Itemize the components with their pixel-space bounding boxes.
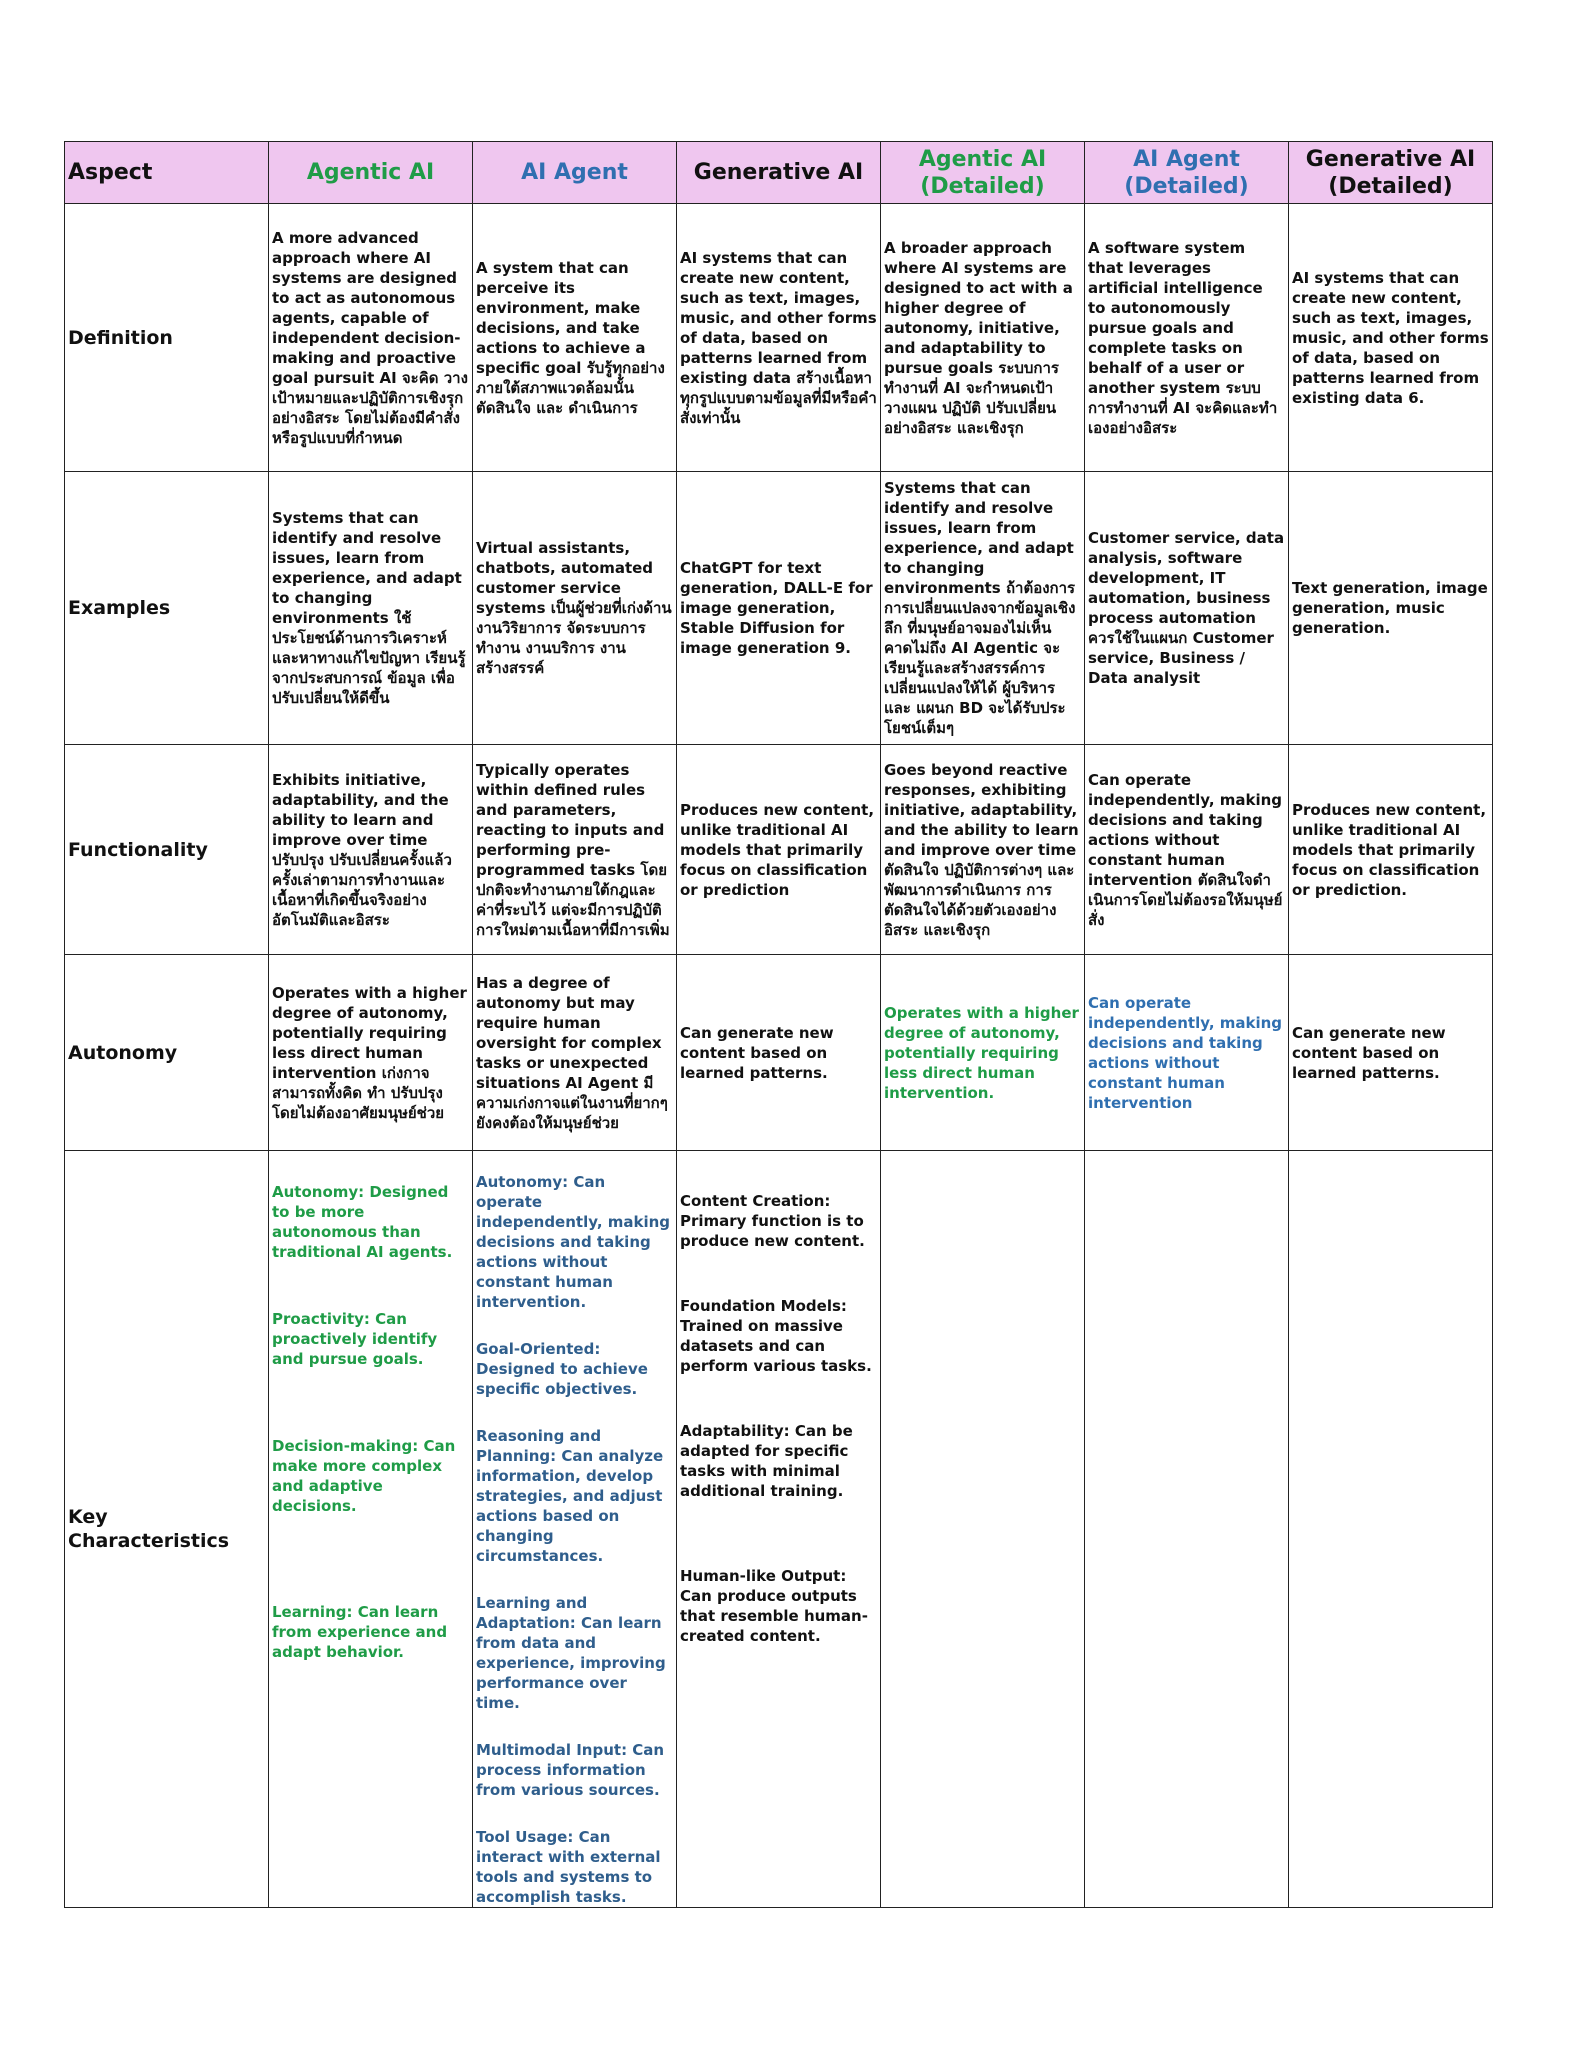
list-item: Reasoning and Planning: Can analyze information, develop strategies, and adjust actions based on changing circumstances. [476,1427,664,1565]
list-item: Learning and Adaptation: Can learn from data and experience, improving performance over time. [476,1594,666,1712]
autonomy-generative-ai: Can generate new content based on learned patterns. [677,955,881,1151]
header-generative-ai-detailed: Generative AI (Detailed) [1289,142,1493,204]
examples-ai-agent: Virtual assistants, chatbots, automated customer service systems เป็นผู้ช่วยที่เก่งด้านงานวิริยาการ จัดระบบการทำงาน งานบริการ งานสร้างสรรค์ [473,472,677,745]
list-item: Autonomy: Designed to be more autonomous than traditional AI agents. [272,1183,453,1261]
header-generative-ai: Generative AI [677,142,881,204]
definition-generative-ai-detailed: AI systems that can create new content, such as text, images, music, and other forms of data, based on patterns learned from existing data 6. [1289,204,1493,472]
examples-ai-agent-detailed: Customer service, data analysis, software development, IT automation, business process automation ควรใช้ในแผนก Customer service, Business / Data analysit [1085,472,1289,745]
list-item: Tool Usage: Can interact with external tools and systems to accomplish tasks. [476,1828,661,1906]
header-agentic-ai-detailed: Agentic AI (Detailed) [881,142,1085,204]
functionality-generative-ai: Produces new content, unlike traditional AI models that primarily focus on classification or prediction [677,745,881,955]
autonomy-generative-ai-detailed: Can generate new content based on learned patterns. [1289,955,1493,1151]
header-agentic-ai: Agentic AI [269,142,473,204]
table-row-examples [65,472,1493,745]
list-item: Foundation Models: Trained on massive datasets and can perform various tasks. [680,1297,872,1375]
header-ai-agent: AI Agent [473,142,677,204]
list-item: Multimodal Input: Can process information from various sources. [476,1741,665,1799]
table-row-functionality [65,745,1493,955]
row-label-definition: Definition [65,204,269,472]
list-item: Autonomy: Can operate independently, making decisions and taking actions without constant human intervention. [476,1173,671,1311]
list-item: Proactivity: Can proactively identify and pursue goals. [272,1310,438,1368]
row-label-key-characteristics: Key Characteristics [65,1151,269,1908]
key-characteristics-agentic-ai-detailed [881,1151,1085,1908]
definition-ai-agent-detailed: A software system that leverages artificial intelligence to autonomously pursue goals and complete tasks on behalf of a user or another system ระบบการทำงานที่ AI จะคิดและทำเองอย่างอิสระ [1085,204,1289,472]
definition-agentic-ai: A more advanced approach where AI systems are designed to act as autonomous agents, capable of independent decision-making and proactive goal pursuit AI จะคิด วางเป้าหมายและปฏิบัติการเชิงรุกอย่างอิสระ โดยไม่ต้องมีคำสั่งหรือรูปแบบที่กำหนด [269,204,473,472]
functionality-agentic-ai: Exhibits initiative, adaptability, and the ability to learn and improve over time ปรับปรุง ปรับเปลี่ยนครั้งแล้วครั้งเล่าตามการทำงานและเนื้อหาที่เกิดขึ้นจริงอย่างอัตโนมัติและอิสระ [269,745,473,955]
row-label-functionality: Functionality [65,745,269,955]
functionality-ai-agent-detailed: Can operate independently, making decisions and taking actions without constant human intervention ตัดสินใจดำเนินการโดยไม่ต้องรอให้มนุษย์สั่ง [1085,745,1289,955]
key-characteristics-agentic-ai [269,1151,473,1908]
header-aspect: Aspect [65,142,269,204]
header-row [65,142,1493,204]
list-item: Decision-making: Can make more complex and adaptive decisions. [272,1437,456,1515]
definition-ai-agent: A system that can perceive its environment, make decisions, and take actions to achieve a specific goal รับรู้ทุกอย่างภายใต้สภาพแวดล้อมนั้น ตัดสินใจ และ ดำเนินการ [473,204,677,472]
key-characteristics-generative-ai-detailed [1289,1151,1493,1908]
list-item: Human-like Output: Can produce outputs that resemble human-created content. [680,1567,868,1645]
autonomy-agentic-ai-detailed: Operates with a higher degree of autonomy, potentially requiring less direct human intervention. [881,955,1085,1151]
definition-agentic-ai-detailed: A broader approach where AI systems are designed to act with a higher degree of autonomy, initiative, and adaptability to pursue goals ระบบการทำงานที่ AI จะกำหนดเป้า วางแผน ปฏิบัติ ปรับเปลี่ยนอย่างอิสระ และเชิงรุก [881,204,1085,472]
autonomy-ai-agent-detailed: Can operate independently, making decisions and taking actions without constant human intervention [1085,955,1289,1151]
list-item: Goal-Oriented: Designed to achieve specific objectives. [476,1340,648,1398]
autonomy-agentic-ai: Operates with a higher degree of autonomy, potentially requiring less direct human intervention เก่งกาจสามารถทั้งคิด ทำ ปรับปรุงโดยไม่ต้องอาศัยมนุษย์ช่วย [269,955,473,1151]
row-label-autonomy: Autonomy [65,955,269,1151]
list-item: Adaptability: Can be adapted for specific tasks with minimal additional training. [680,1422,853,1500]
examples-agentic-ai: Systems that can identify and resolve issues, learn from experience, and adapt to changing environments ใช้ประโยชน์ด้านการวิเคราะห์และหาทางแก้ไขปัญหา เรียนรู้จากประสบการณ์ ข้อมูล เพื่อปรับเปลี่ยนให้ดีขึ้น [269,472,473,745]
row-label-examples: Examples [65,472,269,745]
header-ai-agent-detailed: AI Agent (Detailed) [1085,142,1289,204]
table-row-key-characteristics [65,1151,1493,1908]
key-characteristics-ai-agent [473,1151,677,1908]
table-row-definition [65,204,1493,472]
table-row-autonomy [65,955,1493,1151]
functionality-agentic-ai-detailed: Goes beyond reactive responses, exhibiting initiative, adaptability, and the ability to learn and improve over time ตัดสินใจ ปฏิบัติการต่างๆ และพัฒนาการดำเนินการ การตัดสินใจได้ด้วยตัวเองอย่างอิสระ และเชิงรุก [881,745,1085,955]
key-characteristics-ai-agent-detailed [1085,1151,1289,1908]
key-characteristics-generative-ai [677,1151,881,1908]
autonomy-ai-agent: Has a degree of autonomy but may require human oversight for complex tasks or unexpected situations AI Agent มีความเก่งกาจแต่ในงานที่ยากๆ ยังคงต้องให้มนุษย์ช่วย [473,955,677,1151]
examples-agentic-ai-detailed: Systems that can identify and resolve issues, learn from experience, and adapt to changing environments ถ้าต้องการการเปลี่ยนแปลงจากข้อมูลเชิงลึก ที่มนุษย์อาจมองไม่เห็น คาดไม่ถึง AI Agentic จะเรียนรู้และสร้างสรรค์การเปลี่ยนแปลงให้ได้ ผู้บริหาร และ แผนก BD จะได้รับประโยชน์เต็มๆ [881,472,1085,745]
functionality-ai-agent: Typically operates within defined rules and parameters, reacting to inputs and performing pre-programmed tasks โดยปกติจะทำงานภายใต้กฎและค่าที่ระบไว้ แต่จะมีการปฏิบัติการใหม่ตามเนื้อหาที่มีการเพิ่ม [473,745,677,955]
list-item: Content Creation: Primary function is to produce new content. [680,1192,865,1250]
comparison-table [64,141,1493,1908]
examples-generative-ai-detailed: Text generation, image generation, music generation. [1289,472,1493,745]
list-item: Learning: Can learn from experience and adapt behavior. [272,1603,448,1661]
functionality-generative-ai-detailed: Produces new content, unlike traditional AI models that primarily focus on classification or prediction. [1289,745,1493,955]
definition-generative-ai: AI systems that can create new content, such as text, images, music, and other forms of data, based on patterns learned from existing data สร้างเนื้อหาทุกรูปแบบตามข้อมูลที่มีหรือคำสั่งเท่านั้น [677,204,881,472]
examples-generative-ai: ChatGPT for text generation, DALL-E for image generation, Stable Diffusion for image generation 9. [677,472,881,745]
